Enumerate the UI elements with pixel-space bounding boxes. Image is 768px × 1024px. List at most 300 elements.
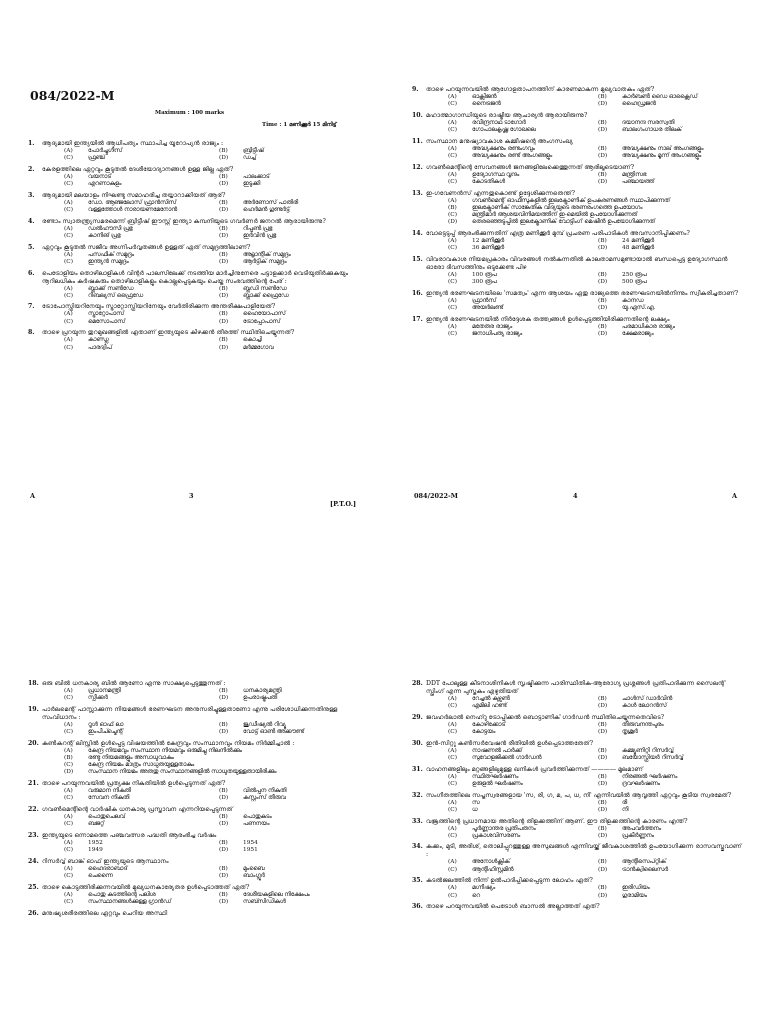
answer-option[interactable] bbox=[448, 153, 592, 160]
option-letter: (A) bbox=[448, 145, 457, 152]
answer-option[interactable] bbox=[64, 729, 213, 736]
option-text: കസ്റ്റംസ് തീരുവ bbox=[243, 795, 286, 802]
option-text: ട്രാൻക്വിലൈസർ bbox=[622, 866, 669, 873]
answer-option[interactable] bbox=[219, 207, 368, 214]
answer-option[interactable] bbox=[64, 345, 213, 352]
question-number: 12. bbox=[412, 163, 423, 171]
option-text: ബ്രിട്ടീഷ് bbox=[243, 148, 264, 154]
option-text: മുംബൈ bbox=[243, 865, 265, 872]
question-number: 7. bbox=[28, 303, 35, 311]
option-letter: (C) bbox=[448, 832, 457, 839]
answer-option[interactable] bbox=[219, 181, 368, 188]
footer-left-a: A bbox=[30, 492, 36, 500]
option-text: കോടതികൾ bbox=[472, 178, 505, 185]
options-list bbox=[448, 272, 742, 286]
answer-option[interactable] bbox=[448, 324, 592, 331]
option-text: ബ്ലാക്ക് ഫ്രൈഡേ bbox=[243, 292, 289, 299]
answer-option[interactable] bbox=[598, 722, 742, 729]
options-list bbox=[448, 885, 742, 899]
question-text: ട്രോപോസ്ഫിയറിനേയും സ്ട്രാറ്റോസ്ഫിയറിനേയും വേർതിരിക്കുന്ന അന്തരീക്ഷപാളിയേത്? bbox=[42, 303, 276, 311]
option-text: പ്രകാശവിസരണം bbox=[472, 832, 521, 839]
answer-option[interactable] bbox=[64, 748, 368, 755]
question-item bbox=[412, 112, 742, 134]
answer-option[interactable] bbox=[448, 179, 592, 186]
answer-option[interactable] bbox=[448, 826, 592, 833]
option-letter: (D) bbox=[219, 344, 229, 351]
question-item bbox=[412, 256, 742, 286]
answer-option[interactable] bbox=[64, 155, 213, 162]
option-letter: (C) bbox=[448, 703, 457, 710]
option-letter: (D) bbox=[598, 866, 608, 873]
option-text: ദ്രവഘർഷണം bbox=[622, 780, 660, 787]
option-text: തൃശൂർ bbox=[622, 729, 638, 736]
answer-option[interactable] bbox=[448, 305, 592, 312]
answer-option[interactable] bbox=[448, 893, 592, 900]
answer-option[interactable] bbox=[64, 840, 213, 847]
option-letter: (A) bbox=[64, 865, 73, 872]
answer-option[interactable] bbox=[598, 696, 742, 703]
question-number: 25. bbox=[28, 883, 39, 891]
answer-option[interactable] bbox=[64, 866, 213, 873]
answer-option[interactable] bbox=[598, 859, 742, 866]
time-allowed: Time : 1 മണിക്കൂർ 15 മിനിട്ട് bbox=[262, 122, 337, 128]
answer-option[interactable] bbox=[64, 892, 213, 899]
option-letter: (C) bbox=[448, 127, 457, 134]
answer-option[interactable] bbox=[219, 873, 368, 880]
option-text: വള്ളത്തോൾ നാരായണമേനോൻ bbox=[88, 207, 178, 214]
answer-option[interactable] bbox=[64, 769, 368, 776]
answer-option[interactable] bbox=[64, 722, 213, 729]
option-text: ആർട്ടിക് സമുദ്രം bbox=[243, 258, 287, 265]
option-text: ഉരുളൽ ഘർഷണം bbox=[472, 780, 523, 787]
option-letter: (D) bbox=[598, 729, 608, 736]
question-text: ഇ-ഗവേണൻസ് എന്നതുകൊണ്ട് ഉദ്ദേശിക്കുന്നതെന്ത്? bbox=[426, 189, 575, 197]
option-text: റിപ്പൺ പ്രഭു bbox=[243, 225, 273, 232]
option-letter: (B) bbox=[219, 173, 228, 180]
answer-option[interactable] bbox=[219, 795, 368, 802]
option-letter: (C) bbox=[64, 181, 73, 188]
option-letter: (A) bbox=[64, 311, 73, 318]
option-letter: (C) bbox=[448, 780, 457, 787]
option-text: സുവോളജിക്കൽ ഗാർഡൻ bbox=[472, 755, 542, 762]
option-letter: (C) bbox=[64, 318, 73, 325]
answer-option[interactable] bbox=[598, 748, 742, 755]
answer-option[interactable] bbox=[598, 298, 742, 305]
answer-option[interactable] bbox=[598, 179, 742, 186]
answer-option[interactable] bbox=[448, 859, 592, 866]
options-list bbox=[64, 148, 368, 162]
answer-option[interactable] bbox=[448, 867, 592, 874]
option-text: 24 മണിക്കൂർ bbox=[622, 237, 655, 244]
option-letter: (D) bbox=[219, 898, 229, 905]
option-letter: (A) bbox=[448, 271, 457, 278]
option-text: അയർലണ്ട് bbox=[472, 304, 504, 311]
question-number: 31. bbox=[412, 765, 423, 773]
option-text: കമ്മ്യൂണിറ്റി റിസർവ്വ് bbox=[622, 747, 674, 754]
option-text: അറ്റ്ലാന്റിക് സമുദ്രം bbox=[243, 251, 291, 258]
left-column bbox=[28, 140, 368, 355]
option-letter: (D) bbox=[219, 232, 229, 239]
answer-option[interactable] bbox=[598, 833, 742, 840]
option-letter: (A) bbox=[448, 171, 457, 178]
answer-option[interactable] bbox=[64, 181, 213, 188]
option-text: ജനാധിപത്യ രാജ്യം bbox=[472, 330, 523, 337]
option-letter: (B) bbox=[598, 271, 607, 278]
options-list bbox=[64, 814, 368, 828]
answer-option[interactable] bbox=[598, 774, 742, 781]
answer-option[interactable] bbox=[64, 795, 213, 802]
answer-option[interactable] bbox=[64, 233, 213, 240]
question-number: 28. bbox=[412, 680, 423, 687]
option-letter: (C) bbox=[448, 101, 457, 108]
answer-option[interactable] bbox=[448, 101, 592, 108]
option-letter: (B) bbox=[598, 119, 607, 126]
answer-option[interactable] bbox=[219, 259, 368, 266]
question-text: രണ്ടാം സ്വാതന്ത്ര്യസമരമെന്ന് ബ്രിട്ടീഷ് ഈസ്റ്റ് ഇന്ത്യാ കമ്പനിയുടെ ഗവർണർ ജനറൽ ആരായിരുന്നു? bbox=[42, 217, 326, 225]
option-text: ഇന്ത്യൻ സമുദ്രം bbox=[88, 258, 129, 265]
answer-option[interactable] bbox=[448, 748, 592, 755]
answer-option[interactable] bbox=[64, 821, 213, 828]
option-letter: (C) bbox=[64, 155, 73, 162]
answer-option[interactable] bbox=[219, 233, 368, 240]
answer-option[interactable] bbox=[64, 688, 213, 695]
option-text: മന്ത്രിസഭ bbox=[622, 171, 647, 178]
answer-option[interactable] bbox=[219, 847, 368, 854]
answer-option[interactable] bbox=[448, 800, 592, 807]
answer-option[interactable] bbox=[219, 788, 368, 795]
answer-option[interactable] bbox=[448, 696, 592, 703]
option-text: പഞ്ചായത്ത് bbox=[622, 178, 655, 185]
answer-option[interactable] bbox=[448, 722, 592, 729]
option-letter: (D) bbox=[448, 219, 458, 226]
options-list bbox=[448, 722, 742, 736]
question-number: 2. bbox=[28, 165, 35, 173]
answer-option[interactable] bbox=[448, 279, 592, 286]
option-letter: (C) bbox=[448, 729, 457, 736]
option-letter: (D) bbox=[219, 318, 229, 325]
answer-option[interactable] bbox=[448, 127, 592, 134]
answer-option[interactable] bbox=[64, 695, 213, 702]
answer-option[interactable] bbox=[598, 807, 742, 814]
answer-option[interactable] bbox=[219, 226, 368, 233]
answer-option[interactable] bbox=[448, 331, 592, 338]
answer-option[interactable] bbox=[598, 324, 742, 331]
question-text: ഇന്ത്യയുടെ ഒന്നാമത്തെ പഞ്ചവത്സര പദ്ധതി ആരംഭിച്ച വർഷം bbox=[42, 831, 217, 839]
answer-option[interactable] bbox=[219, 892, 368, 899]
question-number: 13. bbox=[412, 189, 423, 197]
option-text: ബ്ലാക്ക് സൺഡേ bbox=[88, 285, 134, 292]
option-letter: (C) bbox=[64, 795, 73, 802]
answer-option[interactable] bbox=[448, 245, 592, 252]
answer-option[interactable] bbox=[219, 148, 368, 155]
options-list bbox=[448, 146, 742, 160]
question-text: ഇൻ-സിറ്റു കൺസർവേഷൻ രീതിയിൽ ഉൾപ്പെടാത്തതേത്? bbox=[426, 739, 594, 747]
question-item bbox=[412, 843, 742, 873]
option-text: ജുഡീഷ്യൽ റിവ്യൂ bbox=[243, 721, 287, 728]
question-text: ആദ്യമായി ഇന്ത്യയിൽ ആധിപത്യം സ്ഥാപിച്ച യൂറോപ്യൻ രാജ്യം : bbox=[42, 140, 224, 147]
option-text: റേച്ചൽ കഴ്സൺ bbox=[472, 696, 510, 702]
option-letter: (B) bbox=[219, 721, 228, 728]
option-text: 12 മണിക്കൂർ bbox=[472, 237, 505, 244]
answer-option[interactable] bbox=[598, 755, 742, 762]
option-text: മെസോപാസ് bbox=[88, 318, 126, 325]
answer-option[interactable] bbox=[448, 172, 592, 179]
question-text: മഹാത്മാഗാന്ധിയുടെ രാഷ്ട്രീയ ആചാര്യൻ ആരായിരുന്നു? bbox=[426, 111, 588, 119]
option-letter: (D) bbox=[64, 769, 74, 776]
options-list bbox=[448, 120, 742, 134]
answer-option[interactable] bbox=[448, 219, 742, 226]
option-letter: (B) bbox=[219, 688, 228, 694]
answer-option[interactable] bbox=[448, 146, 592, 153]
answer-option[interactable] bbox=[219, 866, 368, 873]
option-letter: (D) bbox=[598, 153, 608, 160]
question-item bbox=[412, 792, 742, 814]
question-item bbox=[412, 818, 742, 840]
answer-option[interactable] bbox=[598, 331, 742, 338]
options-list bbox=[448, 94, 742, 108]
answer-option[interactable] bbox=[448, 729, 592, 736]
question-number: 30. bbox=[412, 739, 423, 747]
option-text: 1952 bbox=[88, 839, 103, 846]
answer-option[interactable] bbox=[219, 899, 368, 906]
option-letter: (B) bbox=[598, 747, 607, 754]
answer-option[interactable] bbox=[598, 781, 742, 788]
answer-option[interactable] bbox=[219, 174, 368, 181]
option-text: ദേശീയകളിലെ നിക്ഷേപം bbox=[243, 891, 310, 898]
answer-option[interactable] bbox=[448, 774, 592, 781]
answer-option[interactable] bbox=[448, 781, 592, 788]
answer-option[interactable] bbox=[64, 311, 213, 318]
option-text: റെ bbox=[472, 892, 480, 899]
option-text: അനോൾക്സിക് bbox=[472, 859, 510, 866]
answer-option[interactable] bbox=[64, 293, 213, 300]
option-text: തെരഞ്ഞെടുപ്പിൽ ഇലക്ട്രോണിക് വോട്ടിംഗ് മെഷീൻ ഉപയോഗിക്കുന്നത് bbox=[472, 219, 656, 226]
option-letter: (B) bbox=[598, 799, 607, 806]
question-text: റിസർവ്വ് ബാങ്ക് ഓഫ് ഇന്ത്യയുടെ ആസ്ഥാനം bbox=[42, 857, 169, 865]
answer-option[interactable] bbox=[448, 238, 592, 245]
option-letter: (D) bbox=[219, 292, 229, 299]
question-text: ഇന്ത്യൻ ഭരണഘടനയിലെ 'സമത്വം' എന്ന ആശയം ഏതു രാജ്യത്തെ ഭരണഘടനയിൽനിന്നും സ്വീകരിച്ചതാണ്? bbox=[426, 289, 739, 297]
option-text: കോട്ടയം bbox=[472, 729, 496, 736]
answer-option[interactable] bbox=[64, 847, 213, 854]
answer-option[interactable] bbox=[64, 814, 213, 821]
option-letter: (A) bbox=[64, 225, 73, 232]
option-text: നി bbox=[622, 806, 629, 813]
answer-option[interactable] bbox=[448, 205, 742, 212]
answer-option[interactable] bbox=[219, 695, 368, 702]
answer-option[interactable] bbox=[64, 259, 213, 266]
option-text: ഹെർമൻ ഗുണ്ടർട്ട് bbox=[243, 207, 290, 214]
option-text: നിരങ്ങൽ ഘർഷണം bbox=[622, 773, 678, 780]
answer-option[interactable] bbox=[219, 840, 368, 847]
answer-option[interactable] bbox=[598, 146, 742, 153]
answer-option[interactable] bbox=[219, 729, 368, 736]
answer-option[interactable] bbox=[64, 226, 213, 233]
option-text: കൊച്ചി bbox=[243, 337, 262, 344]
question-number: 20. bbox=[28, 739, 39, 747]
answer-option[interactable] bbox=[448, 198, 742, 205]
option-letter: (C) bbox=[448, 245, 457, 252]
option-text: ഗുരാമിയം bbox=[622, 892, 647, 899]
option-letter: (B) bbox=[219, 148, 228, 154]
answer-option[interactable] bbox=[598, 703, 742, 710]
question-item bbox=[28, 832, 368, 854]
answer-option[interactable] bbox=[598, 127, 742, 134]
option-letter: (A) bbox=[448, 859, 457, 866]
option-letter: (D) bbox=[219, 695, 229, 702]
answer-option[interactable] bbox=[598, 245, 742, 252]
answer-option[interactable] bbox=[448, 833, 592, 840]
option-text: ക്ഷേമരാജ്യം bbox=[622, 330, 654, 337]
option-text: റൂൾ ഓഫ് ലാ bbox=[88, 721, 124, 728]
answer-option[interactable] bbox=[64, 174, 213, 181]
option-letter: (C) bbox=[64, 873, 73, 880]
question-number: 5. bbox=[28, 243, 35, 251]
answer-option[interactable] bbox=[219, 319, 368, 326]
options-list bbox=[448, 198, 742, 227]
option-letter: (D) bbox=[598, 806, 608, 813]
answer-option[interactable] bbox=[448, 272, 592, 279]
answer-option[interactable] bbox=[598, 279, 742, 286]
answer-option[interactable] bbox=[64, 200, 213, 207]
option-text: കാർബൺ ഡൈ ഓക്സൈഡ് bbox=[622, 94, 698, 100]
option-text: സ bbox=[472, 799, 480, 806]
option-text: ഗോപാലകൃഷ്ണ ഗോഖലെ bbox=[472, 127, 536, 134]
option-letter: (D) bbox=[219, 258, 229, 265]
option-text: ഓക്സിജൻ bbox=[472, 94, 497, 100]
answer-option[interactable] bbox=[219, 293, 368, 300]
answer-option[interactable] bbox=[219, 337, 368, 344]
answer-option[interactable] bbox=[448, 807, 592, 814]
option-text: ധനകാര്യമന്ത്രി bbox=[243, 688, 282, 694]
option-letter: (A) bbox=[64, 199, 73, 206]
answer-option[interactable] bbox=[448, 703, 592, 710]
answer-option[interactable] bbox=[598, 305, 742, 312]
option-text: തിരുവനന്തപുരം bbox=[622, 721, 664, 728]
answer-option[interactable] bbox=[64, 148, 213, 155]
answer-option[interactable] bbox=[598, 893, 742, 900]
option-letter: (A) bbox=[64, 814, 73, 821]
option-letter: (B) bbox=[219, 285, 228, 292]
option-letter: (C) bbox=[64, 344, 73, 351]
question-number: 19. bbox=[28, 705, 39, 713]
answer-option[interactable] bbox=[64, 252, 213, 259]
question-item bbox=[412, 290, 742, 312]
option-text: സ്ഥിതഘർഷണം bbox=[472, 773, 519, 780]
option-letter: (A) bbox=[448, 197, 457, 204]
options-list bbox=[448, 826, 742, 840]
option-text: ട്രോപ്പോപാസ് bbox=[243, 318, 281, 325]
question-item bbox=[28, 910, 368, 918]
answer-option[interactable] bbox=[64, 899, 213, 906]
option-text: പസഫിക് സമുദ്രം bbox=[88, 251, 135, 258]
answer-option[interactable] bbox=[219, 155, 368, 162]
option-text: 1954 bbox=[243, 839, 258, 846]
answer-option[interactable] bbox=[448, 755, 592, 762]
answer-option[interactable] bbox=[598, 885, 742, 892]
question-item bbox=[412, 230, 742, 252]
answer-option[interactable] bbox=[219, 814, 368, 821]
option-text: ബജറ്റ് bbox=[88, 821, 105, 828]
answer-option[interactable] bbox=[64, 873, 213, 880]
option-letter: (A) bbox=[64, 788, 73, 795]
option-text: പൊതുകടം bbox=[243, 814, 272, 821]
answer-option[interactable] bbox=[64, 319, 213, 326]
answer-option[interactable] bbox=[598, 238, 742, 245]
option-text: പ്രധാനമന്ത്രി bbox=[88, 688, 121, 694]
answer-option[interactable] bbox=[64, 286, 213, 293]
option-text: ഇർവിൻ പ്രഭു bbox=[243, 232, 277, 239]
answer-option[interactable] bbox=[598, 826, 742, 833]
answer-option[interactable] bbox=[448, 885, 592, 892]
answer-option[interactable] bbox=[598, 101, 742, 108]
answer-option[interactable] bbox=[219, 286, 368, 293]
answer-option[interactable] bbox=[598, 867, 742, 874]
answer-option[interactable] bbox=[598, 800, 742, 807]
option-text: അർണോസ് പാതിരി bbox=[243, 199, 299, 206]
answer-option[interactable] bbox=[64, 788, 213, 795]
option-text: 1951 bbox=[243, 847, 258, 854]
question-text: സംസ്ഥാന മനുഷ്യാവകാശ കമ്മീഷന്റെ അംഗസംഖ്യ bbox=[426, 137, 573, 145]
answer-option[interactable] bbox=[219, 252, 368, 259]
option-text: വിൽപ്പന നികുതി bbox=[243, 788, 287, 795]
answer-option[interactable] bbox=[598, 153, 742, 160]
option-letter: (D) bbox=[598, 127, 608, 134]
answer-option[interactable] bbox=[219, 345, 368, 352]
option-text: 48 മണിക്കൂർ bbox=[622, 245, 655, 252]
question-item bbox=[28, 884, 368, 906]
answer-option[interactable] bbox=[598, 172, 742, 179]
question-item bbox=[412, 766, 742, 788]
option-letter: (B) bbox=[598, 237, 607, 244]
options-list bbox=[64, 748, 368, 777]
answer-option[interactable] bbox=[219, 688, 368, 695]
option-letter: (C) bbox=[448, 806, 457, 813]
answer-option[interactable] bbox=[219, 311, 368, 318]
options-list bbox=[64, 788, 368, 802]
option-letter: (A) bbox=[64, 337, 73, 344]
option-text: പൂർണ്ണാന്തര പ്രതിപതനം bbox=[472, 825, 536, 832]
question-item bbox=[412, 903, 742, 911]
paper-code: 084/2022-M bbox=[30, 88, 115, 103]
options-list bbox=[64, 252, 368, 266]
answer-option[interactable] bbox=[448, 120, 592, 127]
question-text: ആദ്യമായി മലയാളം നിഘണ്ടു സമാഹരിച്ച തയ്യാറാക്കിയത് ആര്? bbox=[42, 191, 226, 199]
option-letter: (B) bbox=[219, 865, 228, 872]
option-letter: (C) bbox=[448, 866, 457, 873]
options-list bbox=[64, 892, 368, 906]
answer-option[interactable] bbox=[598, 729, 742, 736]
answer-option[interactable] bbox=[598, 272, 742, 279]
pto-mark: [P.T.O.] bbox=[330, 500, 357, 508]
answer-option[interactable] bbox=[64, 337, 213, 344]
answer-option[interactable] bbox=[219, 200, 368, 207]
question-item bbox=[28, 218, 368, 240]
option-text: രണ്ടു നിയമങ്ങളും അസാധുവാകും bbox=[88, 755, 174, 762]
option-text: ആന്റിസെപ്റ്റിക് bbox=[622, 859, 667, 866]
option-letter: (D) bbox=[598, 703, 608, 710]
answer-option[interactable] bbox=[598, 94, 742, 101]
answer-option[interactable] bbox=[64, 207, 213, 214]
option-text: ധ bbox=[472, 806, 478, 813]
question-number: 34. bbox=[412, 843, 423, 851]
option-text: കാണ്ഡ്ല bbox=[88, 337, 109, 344]
answer-option[interactable] bbox=[448, 94, 592, 101]
question-number: 3. bbox=[28, 191, 35, 199]
option-letter: (A) bbox=[64, 891, 73, 898]
answer-option[interactable] bbox=[219, 821, 368, 828]
answer-option[interactable] bbox=[448, 298, 592, 305]
